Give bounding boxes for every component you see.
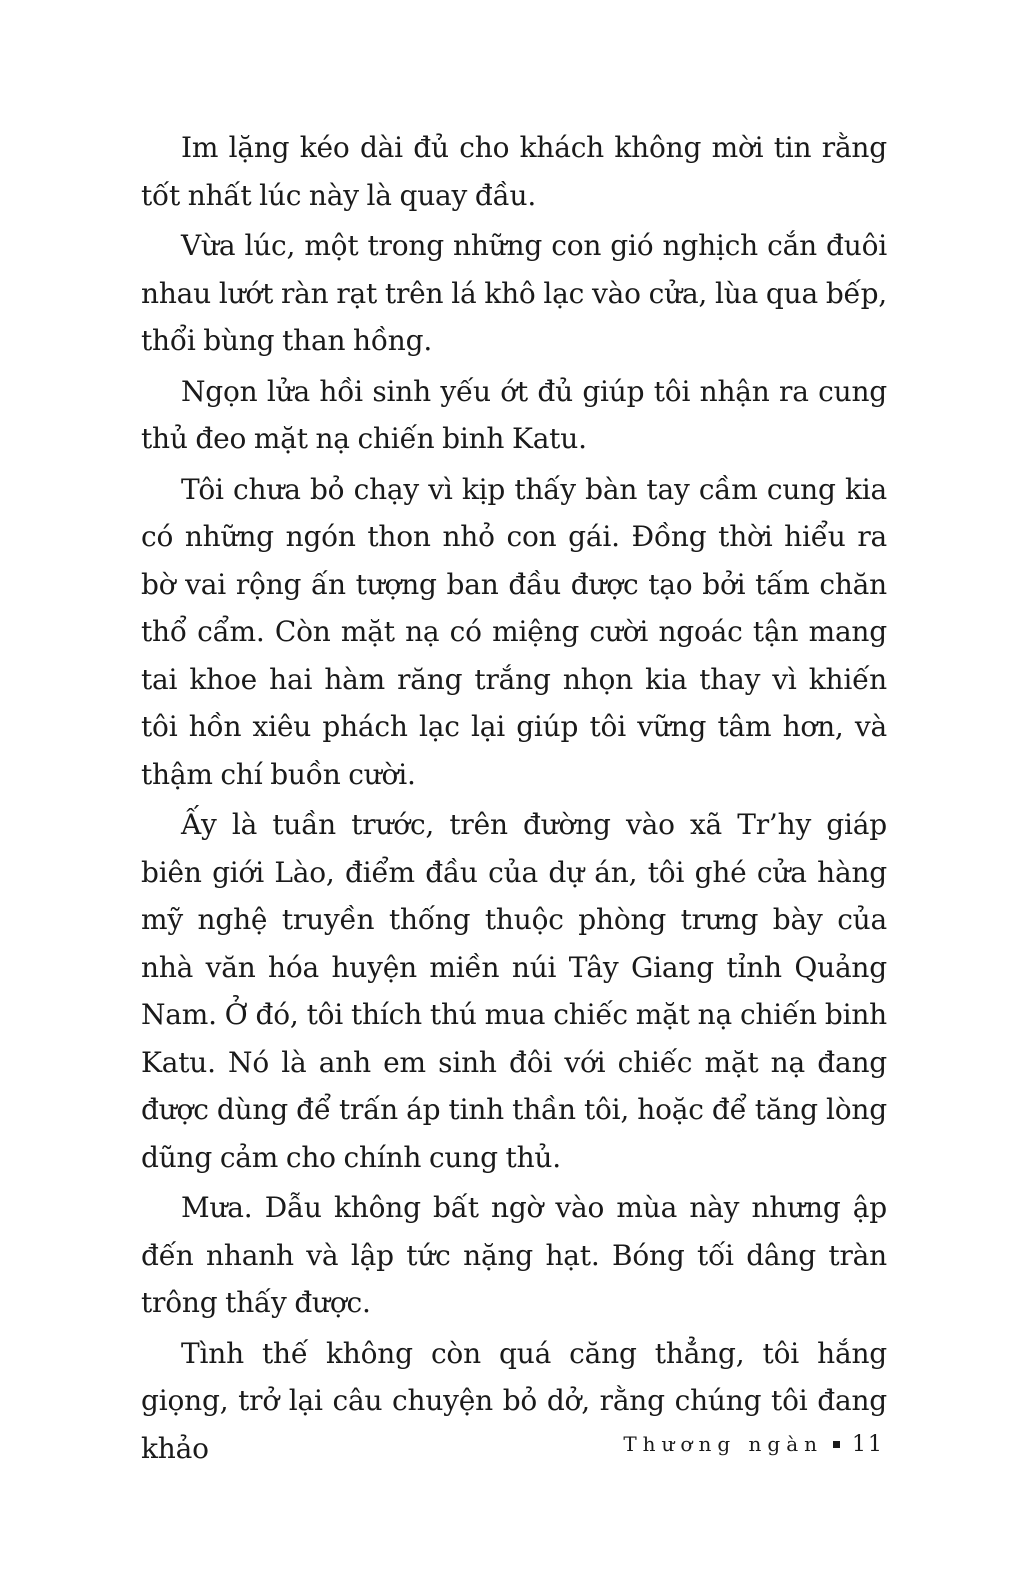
page-footer bbox=[623, 1428, 884, 1460]
paragraph-6: Mưa. Dẫu không bất ngờ vào mùa này nhưng ập đến nhanh và lập tức nặng hạt. Bóng tối dâng tràn trông thấy được. bbox=[141, 1191, 887, 1319]
running-title: Thương ngàn bbox=[623, 1432, 823, 1456]
paragraph-5: Ấy là tuần trước, trên đường vào xã Tr’hy giáp biên giới Lào, điểm đầu của dự án, tôi ghé cửa hàng mỹ nghệ truyền thống thuộc phòng trưng bày của nhà văn hóa huyện miền núi Tây Giang tỉnh Quảng Nam. Ở đó, tôi thích thú mua chiếc mặt nạ chiến binh Katu. Nó là anh em sinh đôi với chiếc mặt nạ đang được dùng để trấn áp tinh thần tôi, hoặc để tăng lòng dũng cảm cho chính cung thủ. bbox=[141, 808, 887, 1174]
paragraph-4: Tôi chưa bỏ chạy vì kịp thấy bàn tay cầm cung kia có những ngón thon nhỏ con gái. Đồng thời hiểu ra bờ vai rộng ấn tượng ban đầu được tạo bởi tấm chăn thổ cẩm. Còn mặt nạ có miệng cười ngoác tận mang tai khoe hai hàm răng trắng nhọn kia thay vì khiến tôi hồn xiêu phách lạc lại giúp tôi vững tâm hơn, và thậm chí buồn cười. bbox=[141, 472, 887, 791]
page-number: 11 bbox=[852, 1431, 884, 1457]
paragraph-1: Im lặng kéo dài đủ cho khách không mời tin rằng tốt nhất lúc này là quay đầu. bbox=[141, 131, 887, 212]
separator-bullet bbox=[833, 1441, 840, 1448]
body-text bbox=[141, 124, 887, 1475]
paragraph-2: Vừa lúc, một trong những con gió nghịch cắn đuôi nhau lướt ràn rạt trên lá khô lạc vào cửa, lùa qua bếp, thổi bùng than hồng. bbox=[141, 229, 887, 357]
paragraph-3: Ngọn lửa hồi sinh yếu ớt đủ giúp tôi nhận ra cung thủ đeo mặt nạ chiến binh Katu. bbox=[141, 374, 887, 455]
paragraph-7: Tình thế không còn quá căng thẳng, tôi hắng giọng, trở lại câu chuyện bỏ dở, rằng chúng tôi đang khảo bbox=[141, 1336, 887, 1465]
